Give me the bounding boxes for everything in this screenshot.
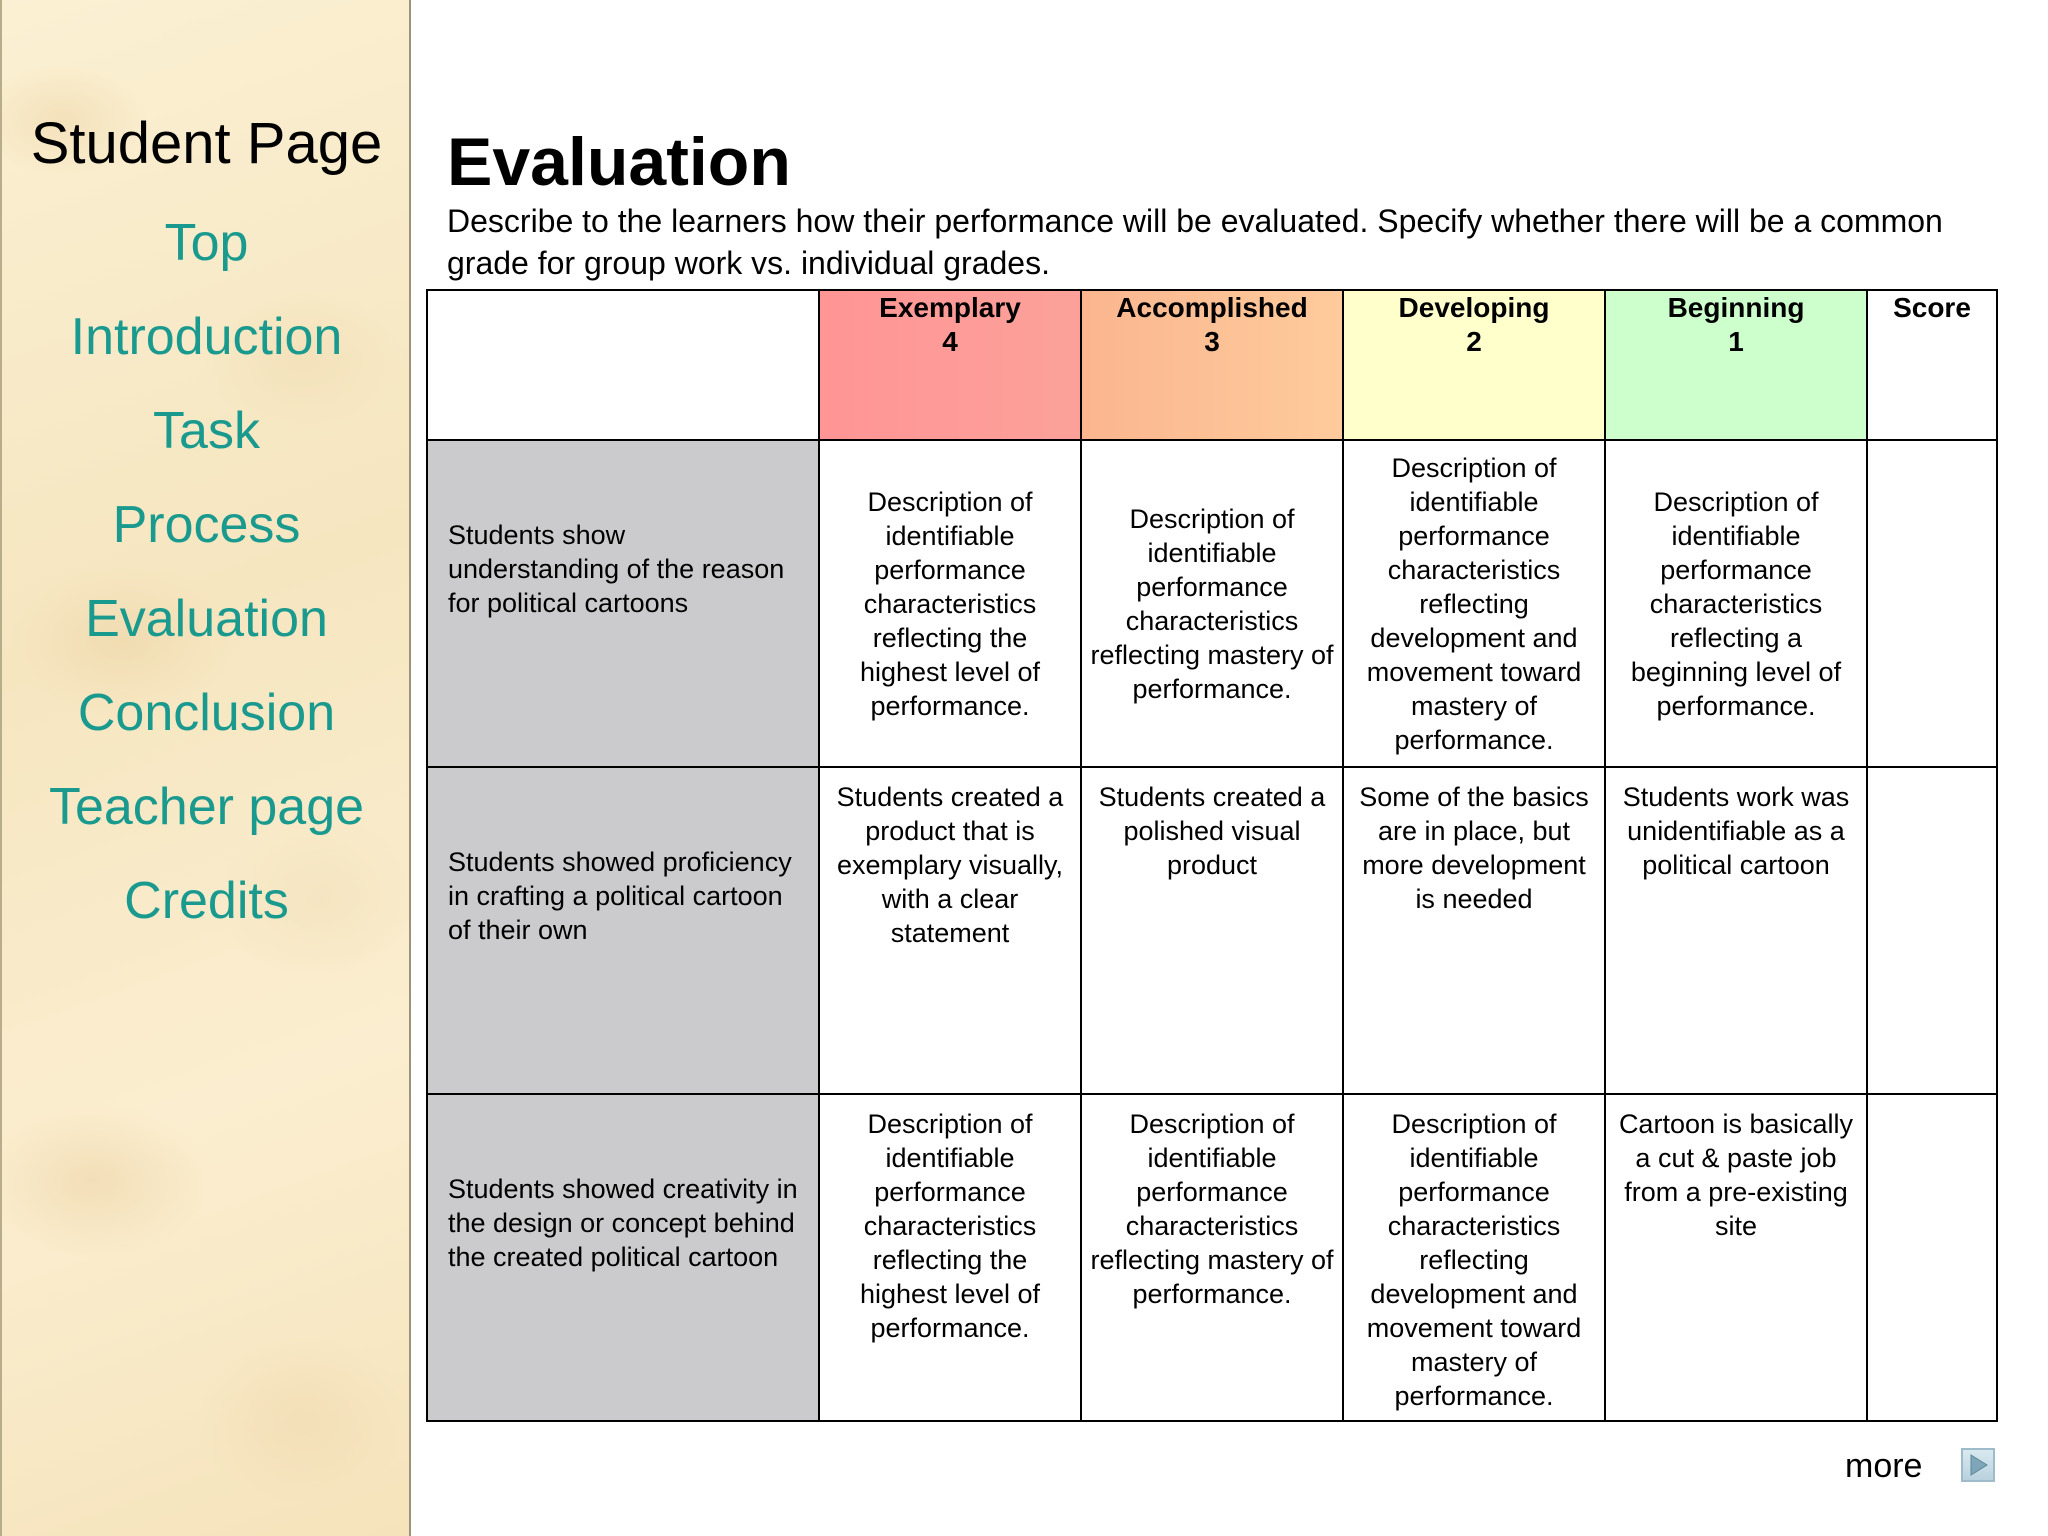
rubric-criterion [427, 767, 819, 1094]
rubric-cell-score [1867, 440, 1997, 767]
nav-link-evaluation[interactable]: Evaluation [85, 590, 328, 648]
criterion-text: Students showed proficiency in crafting a political cartoon of their own [448, 846, 792, 945]
header-level-points: 3 [1204, 326, 1220, 357]
sidebar [0, 0, 411, 1536]
rubric-criterion [427, 440, 819, 767]
criterion-text: Students show understanding of the reason for political cartoons [448, 519, 785, 618]
sidebar-title: Student Page [30, 111, 383, 176]
header-level-points: 1 [1728, 326, 1744, 357]
more-link[interactable]: more [1845, 1447, 1923, 1485]
page-description: Describe to the learners how their performance will be evaluated. Specify whether there will be a common grade for group work vs. individual grades. [447, 203, 1943, 281]
rubric-cell-beginning: Description of identifiable performance characteristics reflecting a beginning level of performance. [1605, 440, 1867, 767]
nav-link-teacher-page[interactable]: Teacher page [48, 778, 365, 836]
rubric-cell-developing: Description of identifiable performance characteristics reflecting development and movement toward mastery of performance. [1343, 1094, 1605, 1421]
rubric-cell-accomplished: Description of identifiable performance characteristics reflecting mastery of performance. [1081, 1094, 1343, 1421]
play-arrow-icon [1963, 1450, 1993, 1480]
rubric-cell-accomplished: Students created a polished visual product [1081, 767, 1343, 1094]
rubric-header-developing [1343, 290, 1605, 440]
sidebar-nav [2, 213, 411, 965]
rubric-header-score: Score [1867, 290, 1997, 440]
rubric-cell-score [1867, 767, 1997, 1094]
rubric-cell-developing: Description of identifiable performance characteristics reflecting development and movement toward mastery of performance. [1343, 440, 1605, 767]
rubric-criterion [427, 1094, 819, 1421]
rubric-header-accomplished [1081, 290, 1343, 440]
rubric-header-row [427, 290, 1997, 440]
nav-link-process[interactable]: Process [112, 496, 301, 554]
rubric-header-beginning [1605, 290, 1867, 440]
header-level-points: 2 [1466, 326, 1482, 357]
rubric-cell-exemplary: Description of identifiable performance characteristics reflecting the highest level of performance. [819, 440, 1081, 767]
header-level-name: Accomplished [1116, 292, 1308, 323]
nav-link-top[interactable]: Top [164, 214, 249, 272]
nav-link-task[interactable]: Task [153, 402, 260, 460]
criterion-text: Students showed creativity in the design or concept behind the created political cartoon [448, 1173, 798, 1272]
page-title: Evaluation [447, 124, 791, 200]
rubric-cell-developing: Some of the basics are in place, but more development is needed [1343, 767, 1605, 1094]
nav-link-introduction[interactable]: Introduction [70, 308, 343, 366]
rubric-row [427, 767, 1997, 1094]
header-level-points: 4 [942, 326, 958, 357]
rubric-cell-beginning: Cartoon is basically a cut & paste job from a pre-existing site [1605, 1094, 1867, 1421]
rubric-row [427, 1094, 1997, 1421]
rubric-header-exemplary [819, 290, 1081, 440]
nav-link-conclusion[interactable]: Conclusion [77, 684, 336, 742]
rubric-table [426, 289, 1998, 1422]
rubric-cell-accomplished: Description of identifiable performance characteristics reflecting mastery of performance. [1081, 440, 1343, 767]
header-level-name: Beginning [1667, 292, 1805, 323]
rubric-cell-exemplary: Students created a product that is exemplary visually, with a clear statement [819, 767, 1081, 1094]
rubric-row [427, 440, 1997, 767]
rubric-header-blank [427, 290, 819, 440]
next-button[interactable] [1961, 1448, 1995, 1482]
rubric-cell-beginning: Students work was unidentifiable as a political cartoon [1605, 767, 1867, 1094]
header-level-name: Developing [1398, 292, 1550, 323]
rubric-cell-score [1867, 1094, 1997, 1421]
rubric-cell-exemplary: Description of identifiable performance characteristics reflecting the highest level of performance. [819, 1094, 1081, 1421]
header-level-name: Exemplary [879, 292, 1021, 323]
nav-link-credits[interactable]: Credits [124, 872, 289, 930]
